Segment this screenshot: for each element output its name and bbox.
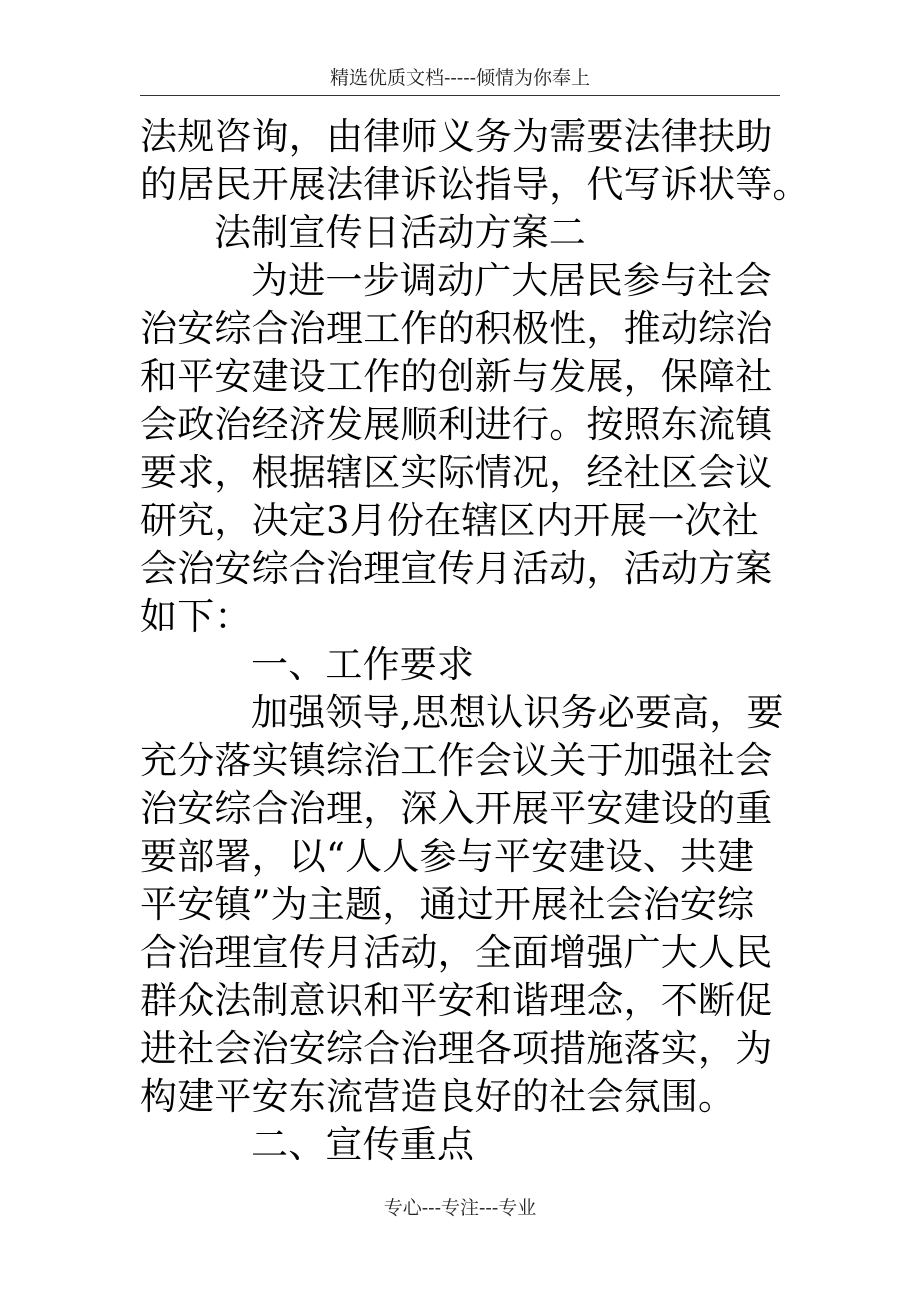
heading-work-requirements: 一、工作要求 bbox=[251, 643, 475, 686]
body-line-13: 加强领导,思想认识务必要高，要 bbox=[251, 691, 784, 734]
body-line-18: 合治理宣传月活动，全面增强广大人民 bbox=[140, 931, 773, 974]
body-line-10: 会治安综合治理宣传月活动，活动方案 bbox=[140, 547, 773, 590]
body-line-9: 研究，决定3月份在辖区内开展一次社 bbox=[140, 499, 759, 542]
body-line-1: 法规咨询，由律师义务为需要法律扶助 bbox=[140, 115, 773, 158]
body-line-11: 如下： bbox=[140, 595, 252, 638]
body-line-16: 要部署，以“人人参与平安建设、共建 bbox=[140, 835, 755, 878]
header-divider bbox=[140, 95, 780, 96]
page-header: 精选优质文档-----倾情为你奉上 bbox=[329, 67, 591, 89]
body-line-6: 和平安建设工作的创新与发展，保障社 bbox=[140, 355, 773, 398]
body-line-7: 会政治经济发展顺利进行。按照东流镇 bbox=[140, 403, 773, 446]
section-title: 法制宣传日活动方案二 bbox=[214, 211, 586, 254]
page-footer: 专心---专注---专业 bbox=[383, 1197, 537, 1219]
body-line-14: 充分落实镇综治工作会议关于加强社会 bbox=[140, 739, 773, 782]
body-line-8: 要求，根据辖区实际情况，经社区会议 bbox=[140, 451, 773, 494]
body-line-17: 平安镇”为主题，通过开展社会治安综 bbox=[140, 883, 755, 926]
heading-publicity-focus: 二、宣传重点 bbox=[251, 1123, 475, 1166]
body-line-20: 进社会治安综合治理各项措施落实，为 bbox=[140, 1027, 773, 1070]
body-line-4: 为进一步调动广大居民参与社会 bbox=[251, 259, 772, 302]
body-line-15: 治安综合治理，深入开展平安建设的重 bbox=[140, 787, 773, 830]
body-line-5: 治安综合治理工作的积极性，推动综治 bbox=[140, 307, 773, 350]
body-line-19: 群众法制意识和平安和谐理念，不断促 bbox=[140, 979, 773, 1022]
body-line-21: 构建平安东流营造良好的社会氛围。 bbox=[140, 1075, 736, 1118]
body-line-2: 的居民开展法律诉讼指导，代写诉状等。 bbox=[140, 163, 810, 206]
